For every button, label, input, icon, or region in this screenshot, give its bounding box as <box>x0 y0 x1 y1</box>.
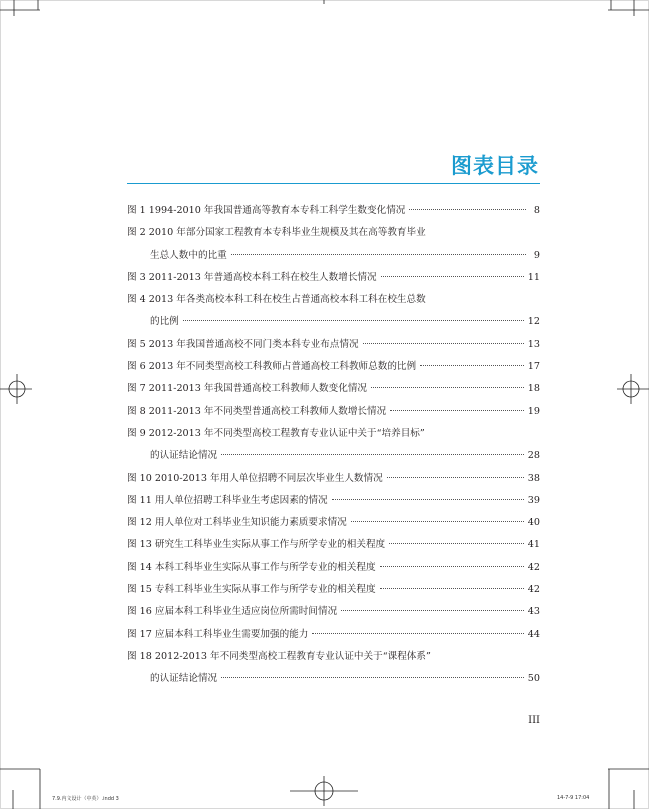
toc-entry-text: 生总人数中的比重 <box>150 249 227 261</box>
dot-leader <box>341 609 524 611</box>
toc-page-number: 42 <box>527 561 540 573</box>
dot-leader <box>389 542 524 544</box>
toc-entry-text: 图 17 应届本科工科毕业生需要加强的能力 <box>127 628 309 640</box>
toc-entry-text: 图 11 用人单位招聘工科毕业生考虑因素的情况 <box>127 494 328 506</box>
dot-leader <box>380 565 524 567</box>
dot-leader <box>332 498 524 500</box>
toc-entry-text: 图 7 2011-2013 年我国普通高校工科教师人数变化情况 <box>127 383 368 395</box>
toc-entry <box>127 468 540 490</box>
dot-leader <box>381 275 524 277</box>
toc-page-number: 28 <box>527 450 540 462</box>
dot-leader <box>221 453 524 455</box>
toc-page-number: 9 <box>533 249 540 261</box>
toc-entry-text: 图 9 2012-2013 年不同类型高校工程教育专业认证中关于“培养目标” <box>127 427 425 439</box>
toc-page-number: 39 <box>527 494 540 506</box>
toc-entry-text: 图 2 2010 年部分国家工程教育本专科毕业生规模及其在高等教育毕业 <box>127 227 426 239</box>
toc-page-number: 44 <box>527 628 540 640</box>
toc-entry-text: 图 18 2012-2013 年不同类型高校工程教育专业认证中关于“课程体系” <box>127 650 431 662</box>
toc-page-number: 43 <box>527 606 540 618</box>
slug-filename: 7.9.内文设计（中英）.indd 3 <box>52 796 119 802</box>
dot-leader <box>351 520 524 522</box>
toc-entry <box>127 445 540 467</box>
dot-leader <box>371 386 524 388</box>
toc-entry <box>127 512 540 534</box>
toc-entry <box>127 401 540 423</box>
toc-entry <box>127 579 540 601</box>
toc-entry <box>127 311 540 333</box>
dot-leader <box>390 409 524 411</box>
toc-page-number: 38 <box>527 472 540 484</box>
toc-entry <box>127 200 540 222</box>
toc-entry-text: 图 8 2011-2013 年不同类型普通高校工科教师人数增长情况 <box>127 405 387 417</box>
toc-entry-text: 图 10 2010-2013 年用人单位招聘不同层次毕业生人数情况 <box>127 472 383 484</box>
toc-entry-text: 的比例 <box>150 316 179 328</box>
dot-leader <box>183 319 524 321</box>
toc-entry-text: 图 14 本科工科毕业生实际从事工作与所学专业的相关程度 <box>127 561 376 573</box>
toc-page-number: 18 <box>527 383 540 395</box>
toc-entry-text: 图 12 用人单位对工科毕业生知识能力素质要求情况 <box>127 517 347 529</box>
toc-entry <box>127 356 540 378</box>
toc-entry-text: 图 3 2011-2013 年普通高校本科工科在校生人数增长情况 <box>127 271 377 283</box>
toc-entry <box>127 423 540 445</box>
toc-entry-text: 的认证结论情况 <box>150 673 218 685</box>
toc-page-number: 11 <box>527 271 540 283</box>
dot-leader <box>221 676 524 678</box>
dot-leader <box>231 253 526 255</box>
toc-entry <box>127 334 540 356</box>
toc-entry-text: 的认证结论情况 <box>150 450 218 462</box>
toc-page-number: 41 <box>527 539 540 551</box>
toc-page-number: 12 <box>527 316 540 328</box>
toc-entry-text: 图 13 研究生工科毕业生实际从事工作与所学专业的相关程度 <box>127 539 386 551</box>
toc-entry-text: 图 4 2013 年各类高校本科工科在校生占普通高校本科工科在校生总数 <box>127 294 426 306</box>
toc-entry-text: 图 16 应届本科工科毕业生适应岗位所需时间情况 <box>127 606 338 618</box>
toc-entry <box>127 222 540 244</box>
dot-leader <box>387 476 524 478</box>
toc-entry <box>127 624 540 646</box>
toc-entry <box>127 668 540 690</box>
dot-leader <box>312 632 523 634</box>
toc-entry-text: 图 15 专科工科毕业生实际从事工作与所学专业的相关程度 <box>127 584 376 596</box>
toc-entry <box>127 534 540 556</box>
toc-page-number: 17 <box>527 361 540 373</box>
toc-entry <box>127 378 540 400</box>
toc-entry <box>127 557 540 579</box>
dot-leader <box>380 587 524 589</box>
toc-page-number: 8 <box>533 205 540 216</box>
toc-page-number: 13 <box>527 338 540 350</box>
title-rule <box>127 183 540 184</box>
slug-timestamp: 14-7-9 17:04 <box>557 795 590 801</box>
toc-page-number: 40 <box>527 517 540 529</box>
toc-page-number: 50 <box>527 673 540 685</box>
toc-page-number: 42 <box>527 584 540 596</box>
toc-page-number: 19 <box>527 405 540 417</box>
toc-entry <box>127 289 540 311</box>
dot-leader <box>363 342 524 344</box>
toc-entry <box>127 490 540 512</box>
page-title: 图表目录 <box>451 154 539 178</box>
toc-list <box>127 200 540 691</box>
dot-leader <box>409 208 526 210</box>
dot-leader <box>420 364 524 366</box>
toc-entry <box>127 646 540 668</box>
page-number: III <box>528 715 540 726</box>
toc-entry <box>127 267 540 289</box>
toc-entry-text: 图 5 2013 年我国普通高校不同门类本科专业布点情况 <box>127 338 359 350</box>
toc-entry-text: 图 6 2013 年不同类型高校工科教师占普通高校工科教师总数的比例 <box>127 361 417 373</box>
toc-entry-text: 图 1 1994-2010 年我国普通高等教育本专科工科学生数变化情况 <box>127 205 406 216</box>
toc-entry <box>127 245 540 267</box>
toc-entry <box>127 601 540 623</box>
